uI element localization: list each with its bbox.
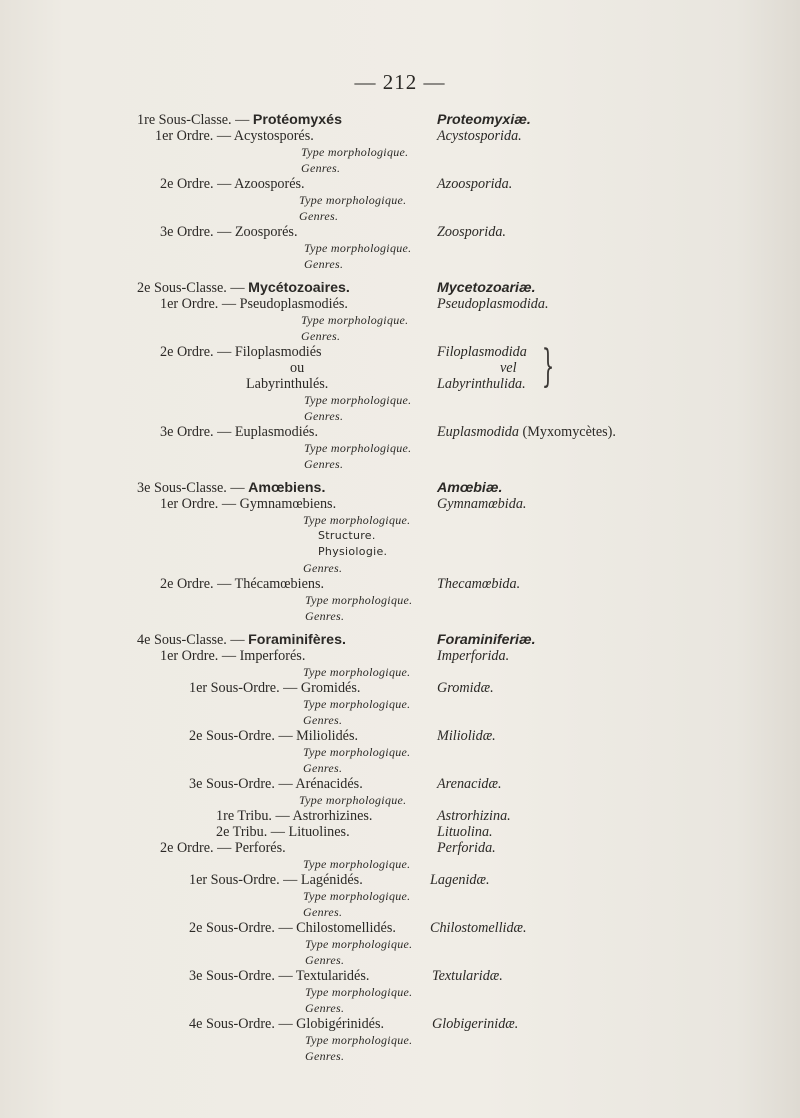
sub-entry-label <box>301 328 340 344</box>
taxon-text: 4e Sous-Classe. — <box>137 632 249 648</box>
taxon-label <box>137 112 342 128</box>
taxon-text: Type morphologique. <box>299 793 407 807</box>
latin-name <box>437 496 526 512</box>
latin-name-text: Perforida. <box>437 840 496 856</box>
latin-name <box>437 424 616 440</box>
taxon-label <box>155 128 314 144</box>
sub-entry-label <box>301 144 408 160</box>
sub-entry-label <box>304 456 343 472</box>
sub-entry-label <box>305 936 412 952</box>
sub-entry-label <box>301 160 340 176</box>
sub-entry-label <box>305 592 412 608</box>
taxon-text: Genres. <box>305 1049 345 1063</box>
taxon-text: 1er Ordre. — Pseudoplasmodiés. <box>160 296 348 312</box>
taxon-text: 3e Sous-Ordre. — Arénacidés. <box>189 776 363 792</box>
taxon-label <box>189 968 369 984</box>
sub-entry-label <box>303 856 410 872</box>
latin-name <box>430 920 527 936</box>
taxon-text: 2e Ordre. — Perforés. <box>160 840 286 856</box>
sub-entry-label <box>303 664 410 680</box>
taxon-label <box>189 776 363 792</box>
sub-entry-label <box>303 512 410 528</box>
latin-name-text: Textularidæ. <box>432 968 503 984</box>
taxon-text: Type morphologique. <box>305 937 413 951</box>
latin-name <box>500 360 517 376</box>
latin-name <box>437 680 494 696</box>
sub-entry-label <box>301 312 408 328</box>
taxon-text: Type morphologique. <box>303 889 411 903</box>
page-number: — 212 — <box>354 70 446 94</box>
latin-name <box>437 808 511 824</box>
taxon-text: Physiologie. <box>318 545 388 558</box>
latin-name <box>437 376 526 392</box>
latin-name <box>437 632 536 648</box>
taxon-text: Type morphologique. <box>303 857 411 871</box>
latin-name-text: Chilostomellidæ. <box>430 920 527 936</box>
taxon-label <box>160 176 305 192</box>
latin-name-text: Lituolina. <box>437 824 493 840</box>
taxon-text: 1er Ordre. — Gymnamœbiens. <box>160 496 337 512</box>
latin-name <box>437 128 522 144</box>
taxon-text: 2e Sous-Ordre. — Miliolidés. <box>189 728 359 744</box>
taxon-name-bold: Amœbiens. <box>248 480 326 496</box>
taxon-text: Type morphologique. <box>304 441 412 455</box>
taxon-label <box>246 376 328 392</box>
latin-name <box>437 728 496 744</box>
taxon-text: Genres. <box>304 457 344 471</box>
taxon-name-bold: Mycétozoaires. <box>248 280 350 296</box>
latin-name-text: Arenacidæ. <box>437 776 502 792</box>
taxon-label <box>189 1016 384 1032</box>
latin-name <box>437 648 509 664</box>
latin-name-text: Gymnamœbida. <box>437 496 527 512</box>
latin-name <box>430 872 490 888</box>
taxon-text: Type morphologique. <box>303 513 411 527</box>
latin-note: (Myxomycètes). <box>518 424 616 440</box>
taxon-text: Genres. <box>301 161 341 175</box>
sub-entry-label <box>303 696 410 712</box>
latin-name-text: Globigerinidæ. <box>432 1016 519 1032</box>
taxon-text: 3e Ordre. — Zoosporés. <box>160 224 298 240</box>
latin-name-text: Astrorhizina. <box>437 808 511 824</box>
latin-name <box>432 968 503 984</box>
latin-name <box>437 176 512 192</box>
latin-name <box>437 824 493 840</box>
taxon-label <box>216 808 372 824</box>
latin-name-text: Foraminiferiæ. <box>437 632 536 648</box>
taxon-text: 4e Sous-Ordre. — Globigérinidés. <box>189 1016 385 1032</box>
taxon-text: Type morphologique. <box>303 697 411 711</box>
taxon-text: Genres. <box>305 609 345 623</box>
sub-entry-label <box>305 1048 344 1064</box>
sub-entry-label <box>304 408 343 424</box>
latin-name-text: Pseudoplasmodida. <box>437 296 549 312</box>
sub-entry-label <box>303 760 342 776</box>
sub-entry-label <box>305 1000 344 1016</box>
latin-name-text: Imperforida. <box>437 648 510 664</box>
taxon-text: Genres. <box>303 761 343 775</box>
taxon-name-bold: Foraminifères. <box>248 632 346 648</box>
taxon-text: 2e Ordre. — Filoplasmodiés <box>160 344 322 360</box>
latin-name <box>432 1016 518 1032</box>
taxon-name-bold: Protéomyxés <box>252 112 342 128</box>
taxon-label <box>137 280 350 296</box>
sub-entry-label <box>304 440 411 456</box>
taxon-text: 2e Tribu. — Lituolines. <box>216 824 350 840</box>
taxon-text: 2e Ordre. — Thécamœbiens. <box>160 576 325 592</box>
latin-name <box>437 776 502 792</box>
sub-entry-label <box>303 560 342 576</box>
taxon-text: Structure. <box>318 529 376 542</box>
taxon-text: Genres. <box>304 409 344 423</box>
sub-entry-label <box>318 544 387 560</box>
latin-name <box>437 576 520 592</box>
latin-name-text: Zoosporida. <box>437 224 506 240</box>
taxon-label <box>189 728 358 744</box>
taxon-text: 1re Sous-Classe. — <box>137 112 253 128</box>
sub-entry-label <box>303 744 410 760</box>
sub-entry-label <box>303 904 342 920</box>
taxon-text: 1re Tribu. — Astrorhizines. <box>216 808 373 824</box>
sub-entry-label <box>304 256 343 272</box>
taxon-text: 1er Ordre. — Imperforés. <box>160 648 306 664</box>
taxon-label <box>160 224 298 240</box>
taxon-text: Genres. <box>303 905 343 919</box>
taxon-label <box>160 648 305 664</box>
taxon-text: Labyrinthulés. <box>246 376 329 392</box>
taxon-text: ou <box>290 360 305 376</box>
latin-name-text: Filoplasmodida <box>437 344 527 360</box>
taxon-label <box>160 296 348 312</box>
sub-entry-label <box>304 392 411 408</box>
latin-name-text: Labyrinthulida. <box>437 376 526 392</box>
latin-name <box>437 344 527 360</box>
latin-name <box>437 840 496 856</box>
latin-name-text: Lagenidæ. <box>430 872 490 888</box>
latin-name-text: Mycetozoariæ. <box>437 280 536 296</box>
taxon-label <box>137 632 346 648</box>
taxon-text: 2e Ordre. — Azoosporés. <box>160 176 305 192</box>
latin-name-text: Azoosporida. <box>437 176 513 192</box>
latin-name <box>437 280 536 296</box>
taxon-text: 2e Sous-Classe. — <box>137 280 249 296</box>
taxon-text: 1er Sous-Ordre. — Lagénidés. <box>189 872 363 888</box>
taxon-text: Type morphologique. <box>304 241 412 255</box>
taxon-text: 1er Sous-Ordre. — Gromidés. <box>189 680 361 696</box>
latin-name-text: Gromidæ. <box>437 680 494 696</box>
taxon-label <box>216 824 350 840</box>
sub-entry-label <box>305 608 344 624</box>
taxon-text: Type morphologique. <box>305 593 413 607</box>
sub-entry-label <box>299 792 406 808</box>
brace-glyph: } <box>541 341 555 392</box>
sub-entry-label <box>303 888 410 904</box>
taxon-text: 3e Ordre. — Euplasmodiés. <box>160 424 318 440</box>
latin-name-text: Thecamœbida. <box>437 576 521 592</box>
taxon-text: Genres. <box>301 329 341 343</box>
sub-entry-label <box>299 192 406 208</box>
latin-name-text: Acystosporida. <box>437 128 522 144</box>
taxon-label <box>189 920 396 936</box>
latin-name <box>437 480 502 496</box>
taxon-text: Type morphologique. <box>301 313 409 327</box>
taxon-text: Genres. <box>304 257 344 271</box>
taxon-text: Genres. <box>303 561 343 575</box>
taxon-text: Type morphologique. <box>303 745 411 759</box>
sub-entry-label <box>305 984 412 1000</box>
taxon-text: Type morphologique. <box>303 665 411 679</box>
taxon-label <box>189 680 360 696</box>
taxon-text: Genres. <box>299 209 339 223</box>
sub-entry-label <box>303 712 342 728</box>
taxon-text: Type morphologique. <box>301 145 409 159</box>
taxon-text: Type morphologique. <box>299 193 407 207</box>
sub-entry-label <box>299 208 338 224</box>
sub-entry-label <box>318 528 376 544</box>
taxon-text: 3e Sous-Ordre. — Textularidés. <box>189 968 370 984</box>
taxon-label <box>160 424 318 440</box>
taxon-label <box>290 360 304 376</box>
sub-entry-label <box>305 952 344 968</box>
latin-name-text: Proteomyxiæ. <box>437 112 531 128</box>
sub-entry-label <box>304 240 411 256</box>
taxon-text: Type morphologique. <box>305 985 413 999</box>
taxon-text: Genres. <box>305 953 345 967</box>
latin-name-text: Amœbiæ. <box>437 480 503 496</box>
taxon-text: Genres. <box>305 1001 345 1015</box>
taxon-label <box>160 576 324 592</box>
latin-name-text: Miliolidæ. <box>437 728 496 744</box>
taxon-text: Genres. <box>303 713 343 727</box>
taxon-label <box>160 496 336 512</box>
taxon-label <box>160 344 322 360</box>
sub-entry-label <box>305 1032 412 1048</box>
taxon-text: Type morphologique. <box>305 1033 413 1047</box>
taxon-text: 2e Sous-Ordre. — Chilostomellidés. <box>189 920 396 936</box>
taxon-label <box>137 480 325 496</box>
latin-name-text: Euplasmodida <box>437 424 519 440</box>
latin-name-text: vel <box>500 360 517 376</box>
taxon-text: Type morphologique. <box>304 393 412 407</box>
latin-name <box>437 224 506 240</box>
latin-name <box>437 296 549 312</box>
latin-name <box>437 112 531 128</box>
taxon-label <box>189 872 363 888</box>
taxon-text: 3e Sous-Classe. — <box>137 480 249 496</box>
taxon-text: 1er Ordre. — Acystosporés. <box>155 128 314 144</box>
taxon-label <box>160 840 286 856</box>
